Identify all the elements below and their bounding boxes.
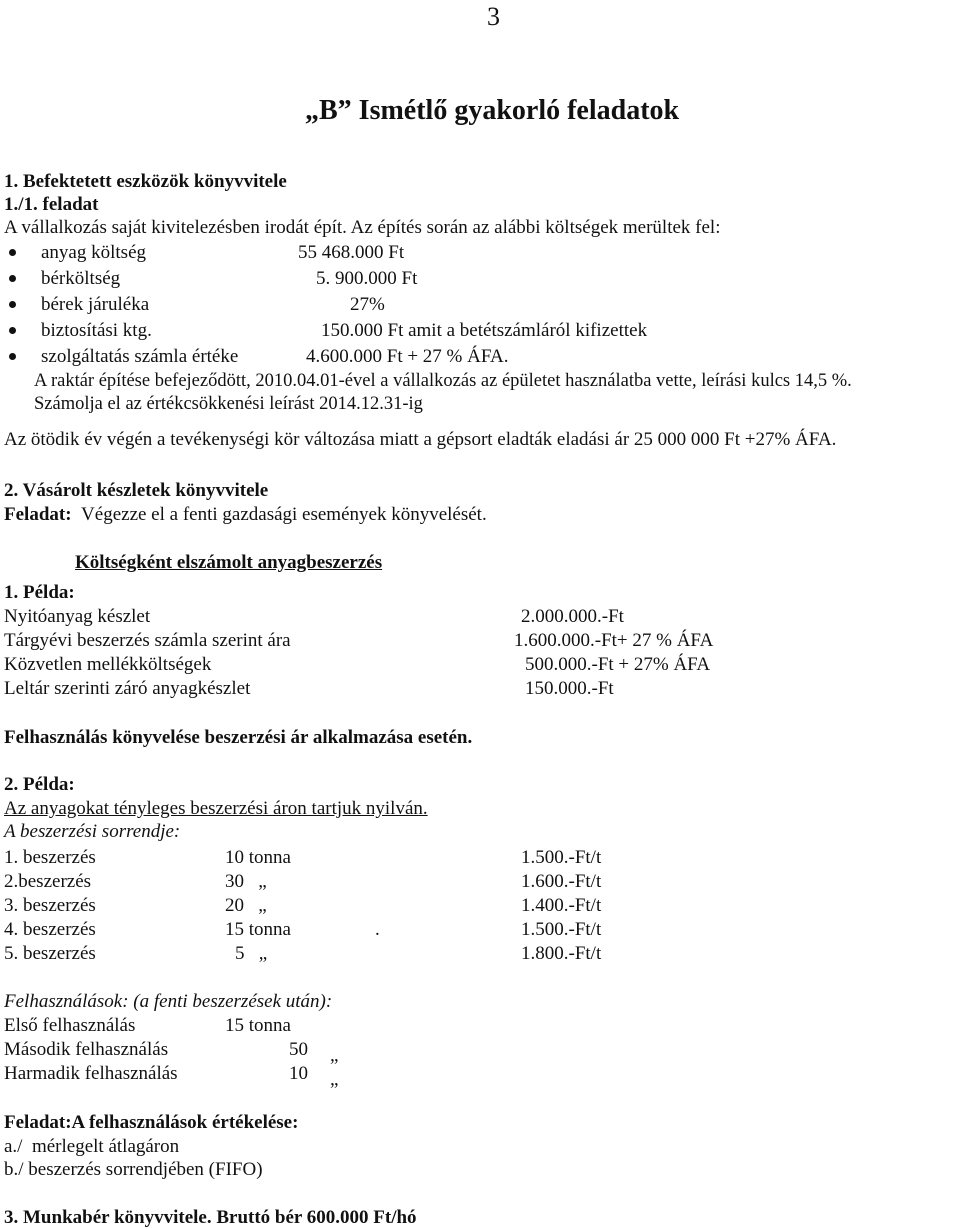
example1-row-label: Tárgyévi beszerzés számla szerint ára (4, 630, 291, 651)
section1-intro: A vállalkozás saját kivitelezésben irodát épít. Az építés során az alábbi költségek merültek fel: (4, 217, 721, 238)
section1-line-completion: A raktár építése befejeződött, 2010.04.01-ével a vállalkozás az épületet használatba vette, leírási kulcs 14,5 %. (34, 371, 852, 391)
bullet-icon (9, 301, 16, 308)
purchase-price: 1.500.-Ft/t (521, 919, 602, 940)
purchase-price: 1.500.-Ft/t (521, 847, 602, 868)
example1-row-value: 500.000.-Ft + 27% ÁFA (525, 654, 711, 675)
purchase-name: 4. beszerzés (4, 919, 96, 940)
usage-label: Felhasználások: (a fenti beszerzések után): (4, 991, 333, 1012)
example2-intro: Az anyagokat tényleges beszerzési áron tartjuk nyilván. (4, 798, 428, 819)
cost-item-value: 55 468.000 Ft (298, 242, 405, 263)
cost-item-label: bérköltség (41, 268, 121, 289)
cost-item-value: 5. 900.000 Ft (316, 268, 418, 289)
example1-label: 1. Példa: (4, 582, 75, 603)
purchase-name: 1. beszerzés (4, 847, 96, 868)
section2-subtitle: Költségként elszámolt anyagbeszerzés (75, 552, 383, 573)
example2-order-label: A beszerzési sorrendje: (4, 821, 181, 842)
purchase-qty: 15 tonna (225, 919, 291, 940)
section1-line-sale: Az ötödik év végén a tevékenységi kör változása miatt a gépsort eladták eladási ár 25 000 000 Ft +27% ÁFA. (4, 429, 837, 450)
section1-subheading: 1./1. feladat (4, 194, 99, 215)
cost-item-label: szolgáltatás számla értéke (41, 346, 239, 367)
usage-name: Első felhasználás (4, 1015, 136, 1036)
bullet-icon (9, 275, 16, 282)
cost-item-label: anyag költség (41, 242, 147, 263)
usage-qty: 10 (289, 1063, 308, 1084)
purchase-mark: . (375, 919, 380, 940)
task-label: Feladat: (4, 504, 72, 525)
purchase-qty: 5 „ (235, 943, 268, 964)
section1-heading: 1. Befektetett eszközök könyvvitele (4, 171, 287, 192)
purchase-name: 5. beszerzés (4, 943, 96, 964)
purchase-qty: 20 „ (225, 895, 267, 916)
purchase-qty: 10 tonna (225, 847, 291, 868)
purchase-name: 2.beszerzés (4, 871, 92, 892)
usage-mark: „ (330, 1045, 339, 1066)
purchase-price: 1.400.-Ft/t (521, 895, 602, 916)
purchase-name: 3. beszerzés (4, 895, 96, 916)
page-number: 3 (487, 2, 500, 31)
bullet-icon (9, 249, 16, 256)
purchase-price: 1.800.-Ft/t (521, 943, 602, 964)
bullet-icon (9, 353, 16, 360)
section3-heading: 3. Munkabér könyvvitele. Bruttó bér 600.000 Ft/hó (4, 1207, 417, 1228)
purchase-qty: 30 „ (225, 871, 267, 892)
example2-task-heading: Feladat:A felhasználások értékelése: (4, 1112, 299, 1133)
usage-qty: 15 tonna (225, 1015, 291, 1036)
purchase-price: 1.600.-Ft/t (521, 871, 602, 892)
example1-row-value: 1.600.000.-Ft+ 27 % ÁFA (514, 630, 714, 651)
example1-row-value: 2.000.000.-Ft (521, 606, 624, 627)
cost-item-label: biztosítási ktg. (41, 320, 152, 341)
section2-task (4, 505, 487, 524)
example1-row-label: Leltár szerinti záró anyagkészlet (4, 678, 251, 699)
example2-label: 2. Példa: (4, 774, 75, 795)
bullet-icon (9, 327, 16, 334)
example2-task-item: a./ mérlegelt átlagáron (4, 1136, 180, 1157)
task-text: Végezze el a fenti gazdasági események könyvelését. (81, 504, 487, 525)
example1-row-label: Közvetlen mellékköltségek (4, 654, 212, 675)
cost-item-value: 150.000 Ft amit a betétszámláról kifizettek (321, 320, 648, 341)
usage-name: Második felhasználás (4, 1039, 169, 1060)
usage-name: Harmadik felhasználás (4, 1063, 178, 1084)
page-title: „B” Ismétlő gyakorló feladatok (305, 95, 680, 126)
cost-item-value: 4.600.000 Ft + 27 % ÁFA. (306, 346, 509, 367)
cost-item-value: 27% (350, 294, 385, 315)
example1-question: Felhasználás könyvelése beszerzési ár alkalmazása esetén. (4, 727, 473, 748)
example1-row-label: Nyitóanyag készlet (4, 606, 151, 627)
usage-qty: 50 (289, 1039, 308, 1060)
cost-item-label: bérek járuléka (41, 294, 150, 315)
usage-mark: „ (330, 1069, 339, 1090)
example1-row-value: 150.000.-Ft (525, 678, 614, 699)
section1-line-depreciation: Számolja el az értékcsökkenési leírást 2014.12.31-ig (34, 394, 423, 414)
section2-heading: 2. Vásárolt készletek könyvvitele (4, 480, 269, 501)
example2-task-item: b./ beszerzés sorrendjében (FIFO) (4, 1159, 263, 1180)
